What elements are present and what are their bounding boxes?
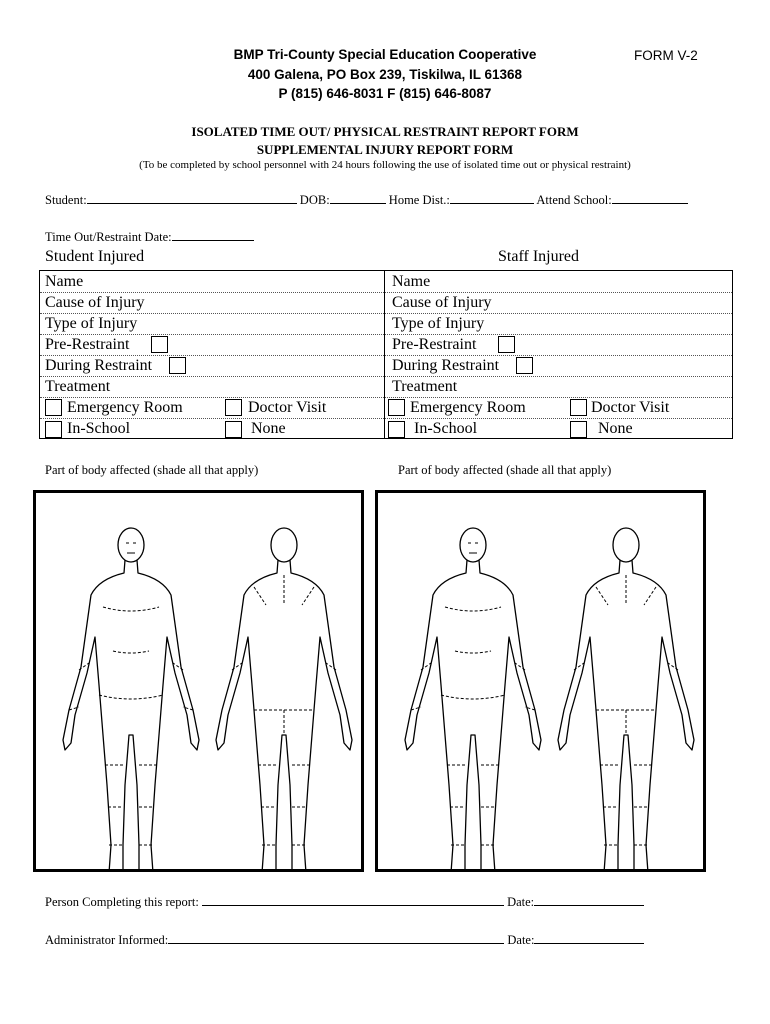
dob-field[interactable] <box>330 192 386 204</box>
person-completing-label: Person Completing this report: <box>45 895 199 909</box>
student-in-school-label: In-School <box>67 420 131 437</box>
student-er-label: Emergency Room <box>67 399 183 416</box>
student-injured-heading: Student Injured <box>45 248 145 265</box>
restraint-date-line <box>45 229 254 245</box>
org-address: 400 Galena, PO Box 239, Tiskilwa, IL 61368 <box>247 67 523 82</box>
student-none-checkbox[interactable] <box>225 421 242 438</box>
student-name-label[interactable]: Name <box>45 273 84 290</box>
dob-label: DOB: <box>299 193 330 207</box>
home-dist-field[interactable] <box>450 192 534 204</box>
attend-school-label: Attend School: <box>536 193 612 207</box>
person-completing-field[interactable] <box>202 894 504 906</box>
staff-none-checkbox[interactable] <box>570 421 587 438</box>
student-label: Student: <box>45 193 87 207</box>
staff-cause-label[interactable]: Cause of Injury <box>392 294 492 311</box>
home-dist-label: Home Dist.: <box>388 193 450 207</box>
student-during-restraint-label: During Restraint <box>45 357 153 374</box>
student-doctor-label: Doctor Visit <box>248 399 327 416</box>
student-doctor-checkbox[interactable] <box>225 399 242 416</box>
row-divider <box>40 397 732 398</box>
student-pre-restraint-checkbox[interactable] <box>151 336 168 353</box>
student-type-label[interactable]: Type of Injury <box>45 315 138 332</box>
administrator-line <box>45 932 644 948</box>
student-field[interactable] <box>87 192 297 204</box>
staff-name-label[interactable]: Name <box>392 273 431 290</box>
staff-none-label: None <box>598 420 633 437</box>
staff-pre-restraint-checkbox[interactable] <box>498 336 515 353</box>
student-treatment-label: Treatment <box>45 378 111 395</box>
staff-doctor-label: Doctor Visit <box>591 399 670 416</box>
injury-table <box>39 270 733 439</box>
row-divider <box>40 355 732 356</box>
student-during-restraint-checkbox[interactable] <box>169 357 186 374</box>
form-title: ISOLATED TIME OUT/ PHYSICAL RESTRAINT REPORT FORM <box>191 124 579 139</box>
person-completing-line <box>45 894 644 910</box>
form-code: FORM V-2 <box>634 48 698 63</box>
row-divider <box>40 418 732 419</box>
restraint-date-field[interactable] <box>172 229 254 241</box>
staff-in-school-checkbox[interactable] <box>388 421 405 438</box>
staff-treatment-label: Treatment <box>392 378 458 395</box>
person-date-field[interactable] <box>534 894 644 906</box>
row-divider <box>40 292 732 293</box>
staff-during-restraint-label: During Restraint <box>392 357 500 374</box>
student-pre-restraint-label: Pre-Restraint <box>45 336 130 353</box>
student-body-diagram-label: Part of body affected (shade all that apply) <box>45 463 259 477</box>
body-outline-figure <box>36 493 361 869</box>
person-date-label: Date: <box>507 895 535 909</box>
attend-school-field[interactable] <box>612 192 688 204</box>
row-divider <box>40 313 732 314</box>
row-divider <box>40 376 732 377</box>
staff-body-diagram[interactable] <box>375 490 706 872</box>
student-er-checkbox[interactable] <box>45 399 62 416</box>
staff-type-label[interactable]: Type of Injury <box>392 315 485 332</box>
student-body-diagram[interactable] <box>33 490 364 872</box>
org-phone: P (815) 646-8031 F (815) 646-8087 <box>278 86 492 101</box>
staff-doctor-checkbox[interactable] <box>570 399 587 416</box>
staff-er-label: Emergency Room <box>410 399 526 416</box>
administrator-date-field[interactable] <box>534 932 644 944</box>
row-divider <box>40 334 732 335</box>
student-info-line <box>45 192 688 208</box>
org-name: BMP Tri-County Special Education Cooperative <box>233 47 537 62</box>
student-in-school-checkbox[interactable] <box>45 421 62 438</box>
restraint-date-label: Time Out/Restraint Date: <box>45 230 172 244</box>
student-cause-label[interactable]: Cause of Injury <box>45 294 145 311</box>
staff-body-diagram-label: Part of body affected (shade all that apply) <box>398 463 612 477</box>
staff-pre-restraint-label: Pre-Restraint <box>392 336 477 353</box>
student-none-label: None <box>251 420 286 437</box>
administrator-label: Administrator Informed: <box>45 933 169 947</box>
staff-in-school-label: In-School <box>414 420 478 437</box>
staff-during-restraint-checkbox[interactable] <box>516 357 533 374</box>
body-outline-figure <box>378 493 703 869</box>
staff-er-checkbox[interactable] <box>388 399 405 416</box>
administrator-date-label: Date: <box>507 933 535 947</box>
form-instructions: (To be completed by school personnel with 24 hours following the use of isolated time out or physical restraint) <box>139 159 631 171</box>
administrator-field[interactable] <box>168 932 504 944</box>
form-subtitle: SUPPLEMENTAL INJURY REPORT FORM <box>256 142 514 157</box>
staff-injured-heading: Staff Injured <box>498 248 580 265</box>
